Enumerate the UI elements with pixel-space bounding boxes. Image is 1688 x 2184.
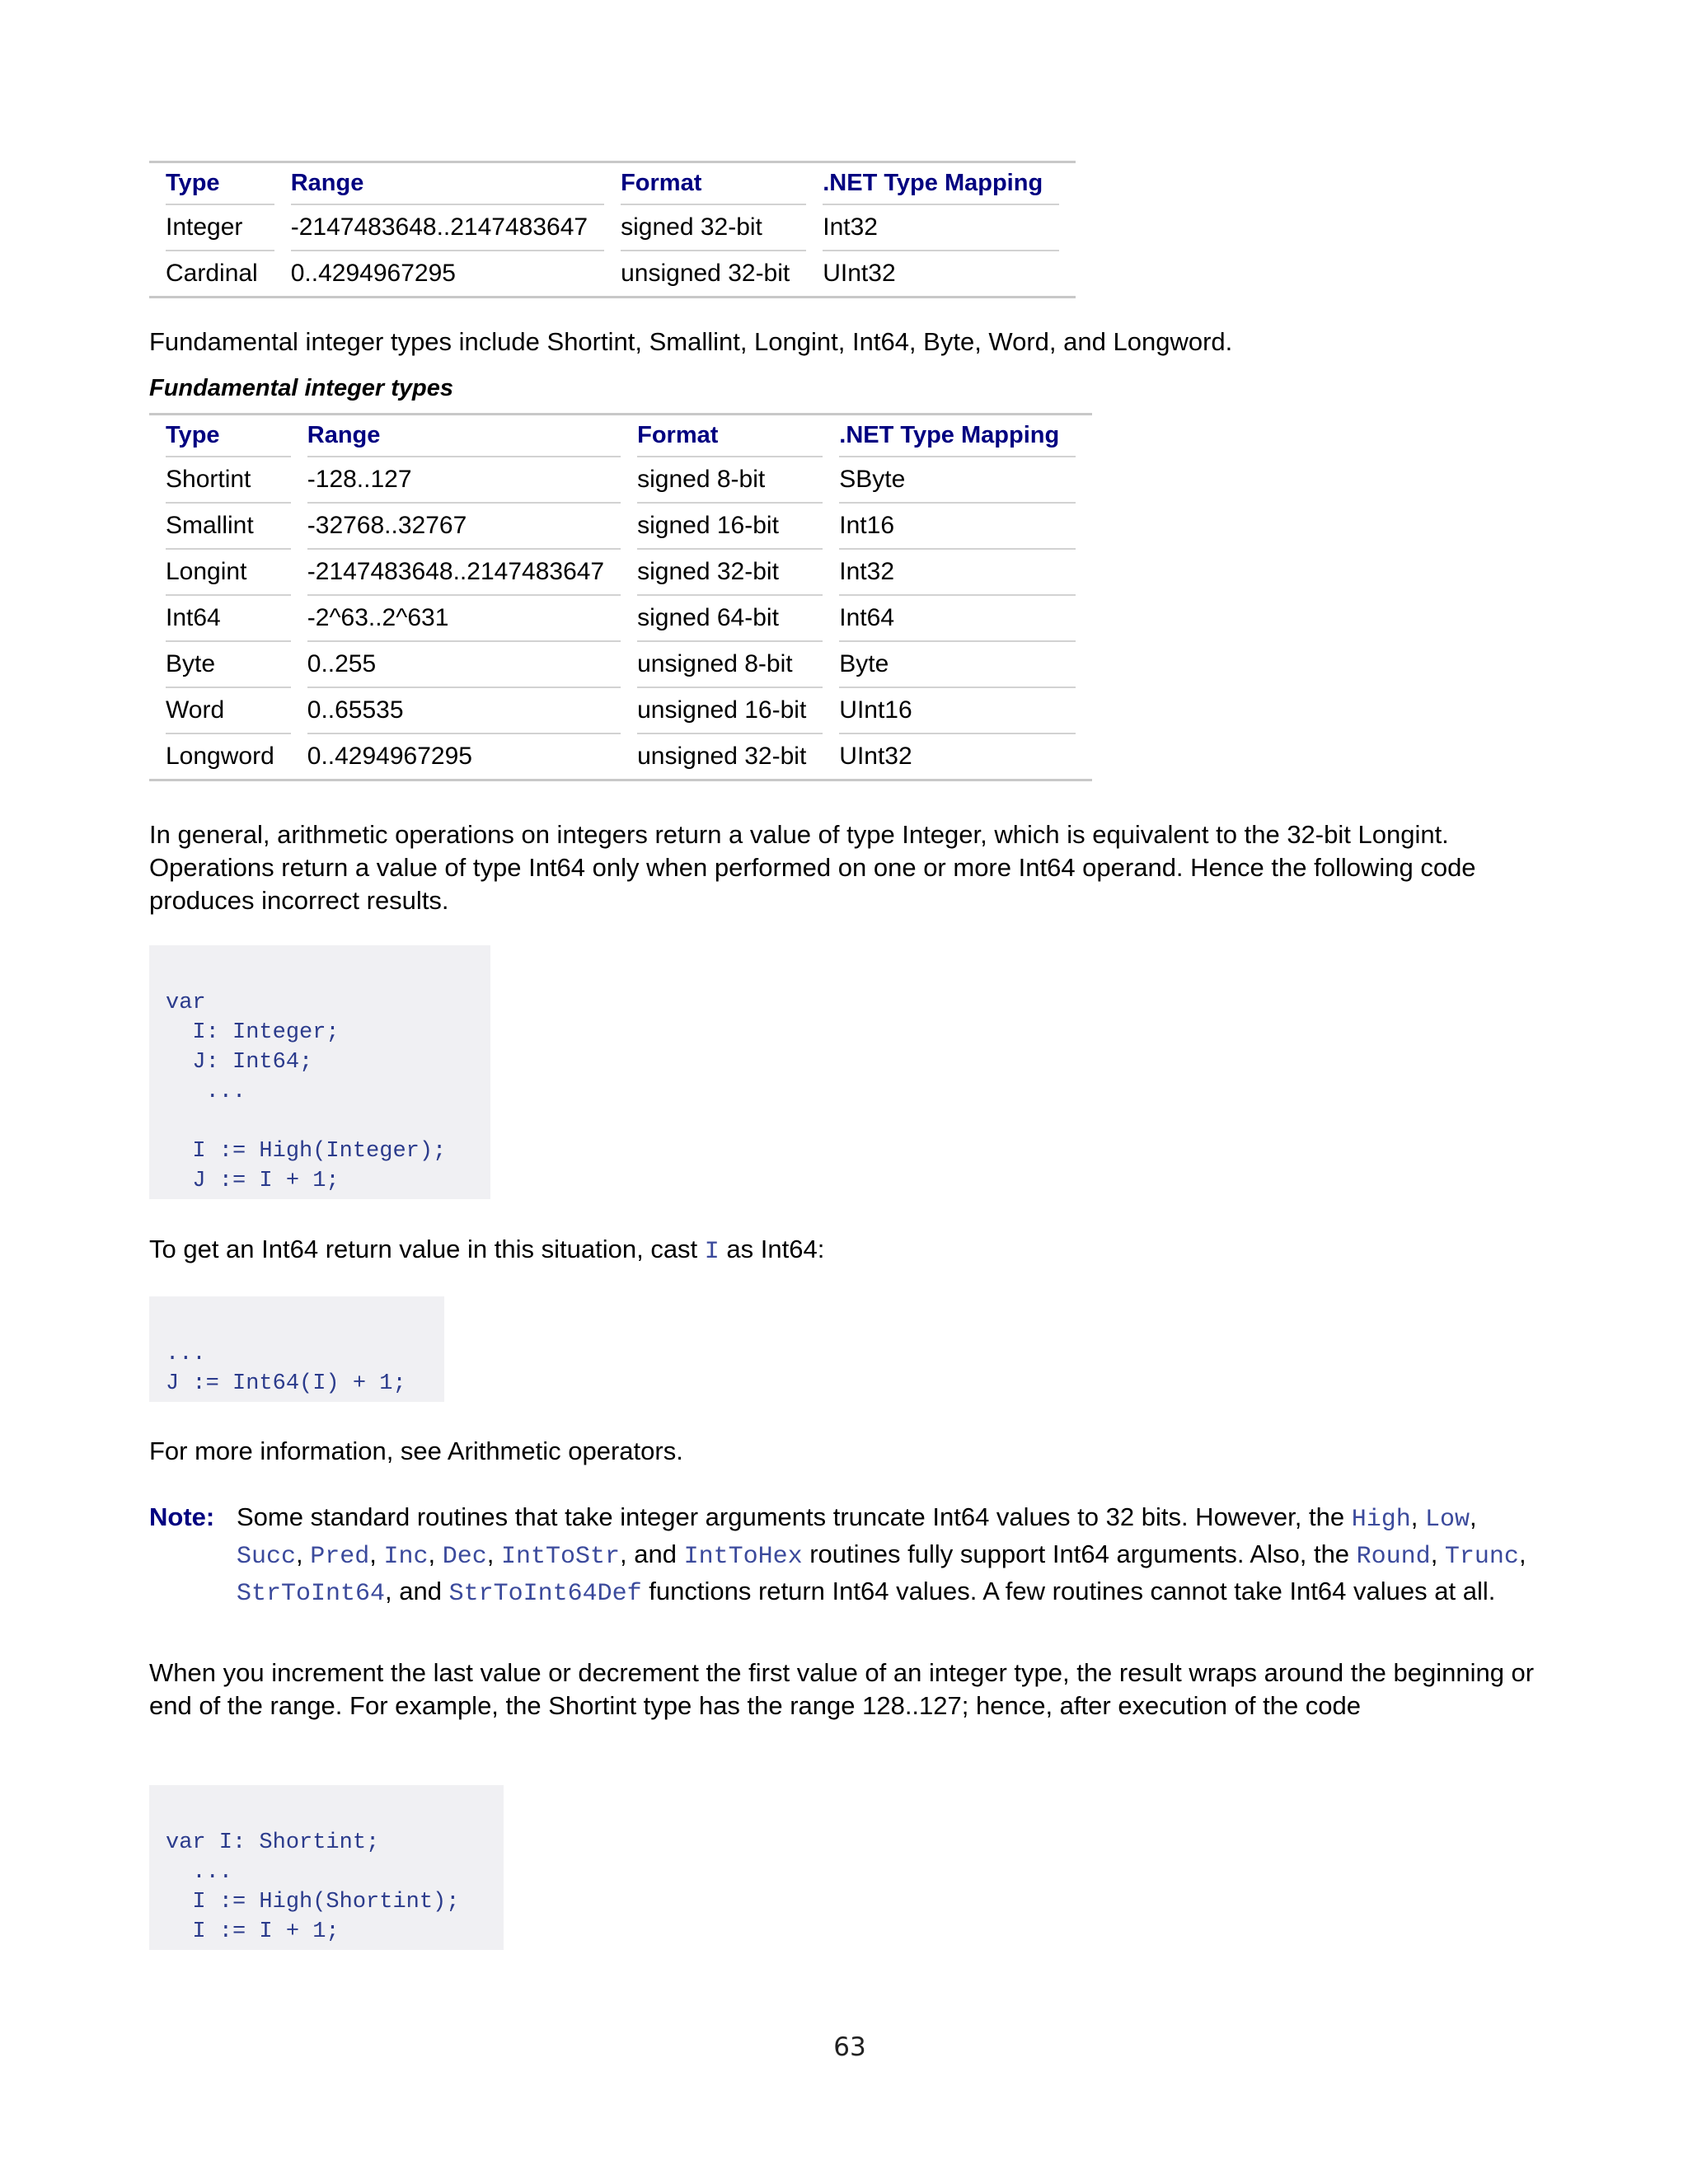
inline-code-Succ: Succ	[237, 1543, 297, 1571]
inline-code-Low: Low	[1424, 1506, 1470, 1534]
table-cell: -32768..32767	[291, 504, 621, 550]
inline-code-Trunc: Trunc	[1444, 1543, 1519, 1571]
more-info-paragraph: For more information, see Arithmetic operators.	[149, 1436, 683, 1465]
code-block-integer-overflow	[149, 945, 490, 1199]
table-row	[149, 734, 1092, 780]
code-line: ...	[166, 1860, 233, 1885]
inline-code-I: I	[704, 1238, 720, 1266]
code-line: I := I + 1;	[166, 1919, 340, 1944]
code-line: I := High(Shortint);	[166, 1890, 460, 1915]
table-header-row	[149, 415, 1092, 458]
table-cell: 0..255	[291, 642, 621, 688]
inline-code-StrToInt64: StrToInt64	[237, 1580, 386, 1608]
inline-code-Inc: Inc	[383, 1543, 429, 1571]
table-cell: UInt32	[823, 260, 896, 287]
table-cell: SByte	[823, 457, 1092, 504]
table-cell: -2147483648..2147483647	[291, 550, 621, 596]
table-cell: unsigned 32-bit	[621, 260, 790, 287]
table-header-row	[149, 162, 1076, 206]
table-row	[149, 504, 1092, 550]
cast-text: as Int64:	[719, 1235, 825, 1263]
table-cell: unsigned 8-bit	[621, 642, 823, 688]
table-cell: UInt32	[839, 743, 912, 770]
column-header: Format	[621, 415, 823, 458]
code-line: I: Integer;	[166, 1020, 340, 1045]
table-row	[149, 642, 1092, 688]
table-cell: -2^63..2^631	[291, 596, 621, 642]
table-row	[149, 596, 1092, 642]
inline-code-IntToStr: IntToStr	[501, 1543, 621, 1571]
code-line: var I: Shortint;	[166, 1830, 380, 1855]
table-cell: Shortint	[149, 457, 291, 504]
inline-code-Dec: Dec	[442, 1543, 487, 1571]
column-header: Range	[291, 415, 621, 458]
table-cell: Byte	[149, 642, 291, 688]
table-cell: UInt16	[823, 688, 1092, 734]
table-cell: -128..127	[291, 457, 621, 504]
inline-code-IntToHex: IntToHex	[683, 1543, 803, 1571]
wrap-around-paragraph: When you increment the last value or decrement the first value of an integer type, the result wraps around the beginning or end of the range. For example, the Shortint type has the range 128..127; hence, after execution of the code	[149, 1658, 1535, 1720]
table-cell: Word	[149, 688, 291, 734]
inline-code-High: High	[1351, 1506, 1411, 1534]
table-caption: Fundamental integer types	[149, 375, 454, 401]
table-cell: Int64	[149, 596, 291, 642]
table-cell: signed 32-bit	[604, 205, 806, 251]
table-row	[149, 205, 1076, 251]
column-header: Format	[604, 162, 806, 206]
code-line: J := Int64(I) + 1;	[166, 1371, 406, 1396]
table-cell: unsigned 32-bit	[637, 743, 807, 770]
table-cell: -2147483648..2147483647	[274, 205, 604, 251]
table-cell: Longint	[149, 550, 291, 596]
table-cell: Int32	[823, 550, 1092, 596]
table-cell: Cardinal	[166, 260, 258, 287]
inline-code-Pred: Pred	[310, 1543, 370, 1571]
code-block-shortint-wrap	[149, 1785, 504, 1950]
code-line: I := High(Integer);	[166, 1139, 447, 1164]
table-cell: 0..4294967295	[307, 743, 472, 770]
document-page	[149, 0, 1550, 2184]
code-line: J: Int64;	[166, 1050, 313, 1075]
arithmetic-paragraph: In general, arithmetic operations on integers return a value of type Integer, which is equivalent to the 32-bit Longint. Operations return a value of type Int64 only when performed on one or more Int64 operand. Hence the following code produces incorrect results.	[149, 820, 1476, 915]
table-cell: signed 16-bit	[621, 504, 823, 550]
fundamental-integer-types-table	[149, 413, 1092, 781]
column-header: .NET Type Mapping	[806, 162, 1076, 206]
cast-text: To get an Int64 return value in this situation, cast	[149, 1235, 705, 1263]
code-line: ...	[166, 1342, 206, 1366]
code-line	[166, 1107, 474, 1137]
column-header: .NET Type Mapping	[823, 415, 1092, 458]
table-cell: Smallint	[149, 504, 291, 550]
cast-paragraph	[149, 1233, 1550, 1268]
inline-code-StrToInt64Def: StrToInt64Def	[448, 1580, 642, 1608]
table-cell: Byte	[823, 642, 1092, 688]
table-cell: signed 64-bit	[621, 596, 823, 642]
table-cell: 0..65535	[291, 688, 621, 734]
note-label: Note:	[149, 1502, 215, 1531]
table-cell: Int64	[823, 596, 1092, 642]
table-cell: Integer	[149, 205, 274, 251]
code-block-cast	[149, 1296, 444, 1402]
table-cell: signed 32-bit	[621, 550, 823, 596]
table-row	[149, 457, 1092, 504]
table-row	[149, 550, 1092, 596]
code-line: var	[166, 991, 206, 1015]
table-cell: 0..4294967295	[290, 260, 456, 287]
column-header: Type	[149, 162, 274, 206]
table-cell: unsigned 16-bit	[621, 688, 823, 734]
table-row	[149, 688, 1092, 734]
integer-types-table	[149, 161, 1076, 298]
column-header: Range	[274, 162, 604, 206]
table-cell: signed 8-bit	[621, 457, 823, 504]
code-line: J := I + 1;	[166, 1169, 340, 1193]
code-line: ...	[166, 1080, 246, 1104]
inline-code-Round: Round	[1356, 1543, 1431, 1571]
column-header: Type	[149, 415, 291, 458]
note-body: Some standard routines that take integer arguments truncate Int64 values to 32 bits. However, the High, Low, Succ, Pred, Inc, Dec, IntToStr, and IntToHex routines fully support Int64 arguments. Also, the Round, Trunc, StrToInt64, and StrToInt64Def functions return Int64 values. A few routines cannot take Int64 values at all.	[237, 1502, 1526, 1608]
table-cell: Longword	[166, 743, 274, 770]
table-cell: Int16	[823, 504, 1092, 550]
table-cell: Int32	[806, 205, 1076, 251]
page-number: 63	[833, 2032, 866, 2062]
fundamental-types-paragraph: Fundamental integer types include Shortint, Smallint, Longint, Int64, Byte, Word, and Longword.	[149, 327, 1233, 356]
table-row	[149, 251, 1076, 298]
